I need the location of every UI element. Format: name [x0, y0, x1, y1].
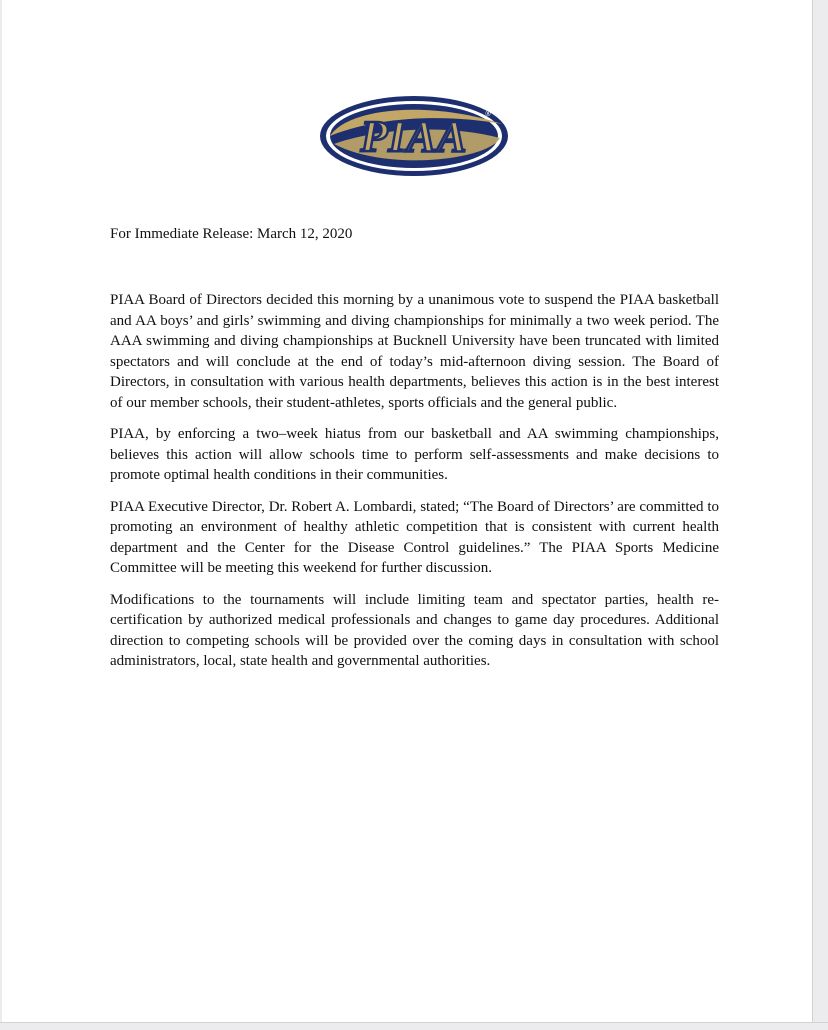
paragraph-suspension: PIAA Board of Directors decided this morning by a unanimous vote to suspend the PIAA basketball and AA boys’ and girls’ swimming and diving championships for minimally a two week period. The AAA swimming and diving championships at Bucknell University have been truncated with limited spectators and will conclude at the end of today’s mid-afternoon diving session. The Board of Directors, in consultation with various health departments, believes this action is in the best interest of our member schools, their student-athletes, sports officials and the general public. — [110, 292, 719, 411]
logo-wordmark: PIAA — [360, 112, 468, 161]
page-left-edge — [0, 0, 2, 1030]
paragraph-director-statement: PIAA Executive Director, Dr. Robert A. Lombardi, stated; “The Board of Directors’ are committed to promoting an environment of healthy athletic competition that is consistent with current health department and the Center for the Disease Control guidelines.” The PIAA Sports Medicine Committee will be meeting this weekend for further discussion. — [110, 498, 719, 576]
registered-mark-icon: ® — [484, 110, 492, 118]
page-bottom-edge — [0, 1022, 828, 1030]
paragraph-modifications: Modifications to the tournaments will include limiting team and spectator parties, health re-certification by authorized medical professionals and changes to game day procedures. Additional direction to competing schools will be provided over the coming days in consultation with school administrators, local, state health and governmental authorities. — [110, 591, 719, 669]
page-right-edge — [812, 0, 828, 1030]
release-date-line: For Immediate Release: March 12, 2020 — [110, 226, 353, 242]
press-release-body — [110, 290, 719, 683]
piaa-logo — [318, 94, 510, 178]
paragraph-hiatus: PIAA, by enforcing a two–week hiatus from our basketball and AA swimming championships, believes this action will allow schools time to perform self-assessments and make decisions to promote optimal health conditions in their communities. — [110, 426, 719, 483]
